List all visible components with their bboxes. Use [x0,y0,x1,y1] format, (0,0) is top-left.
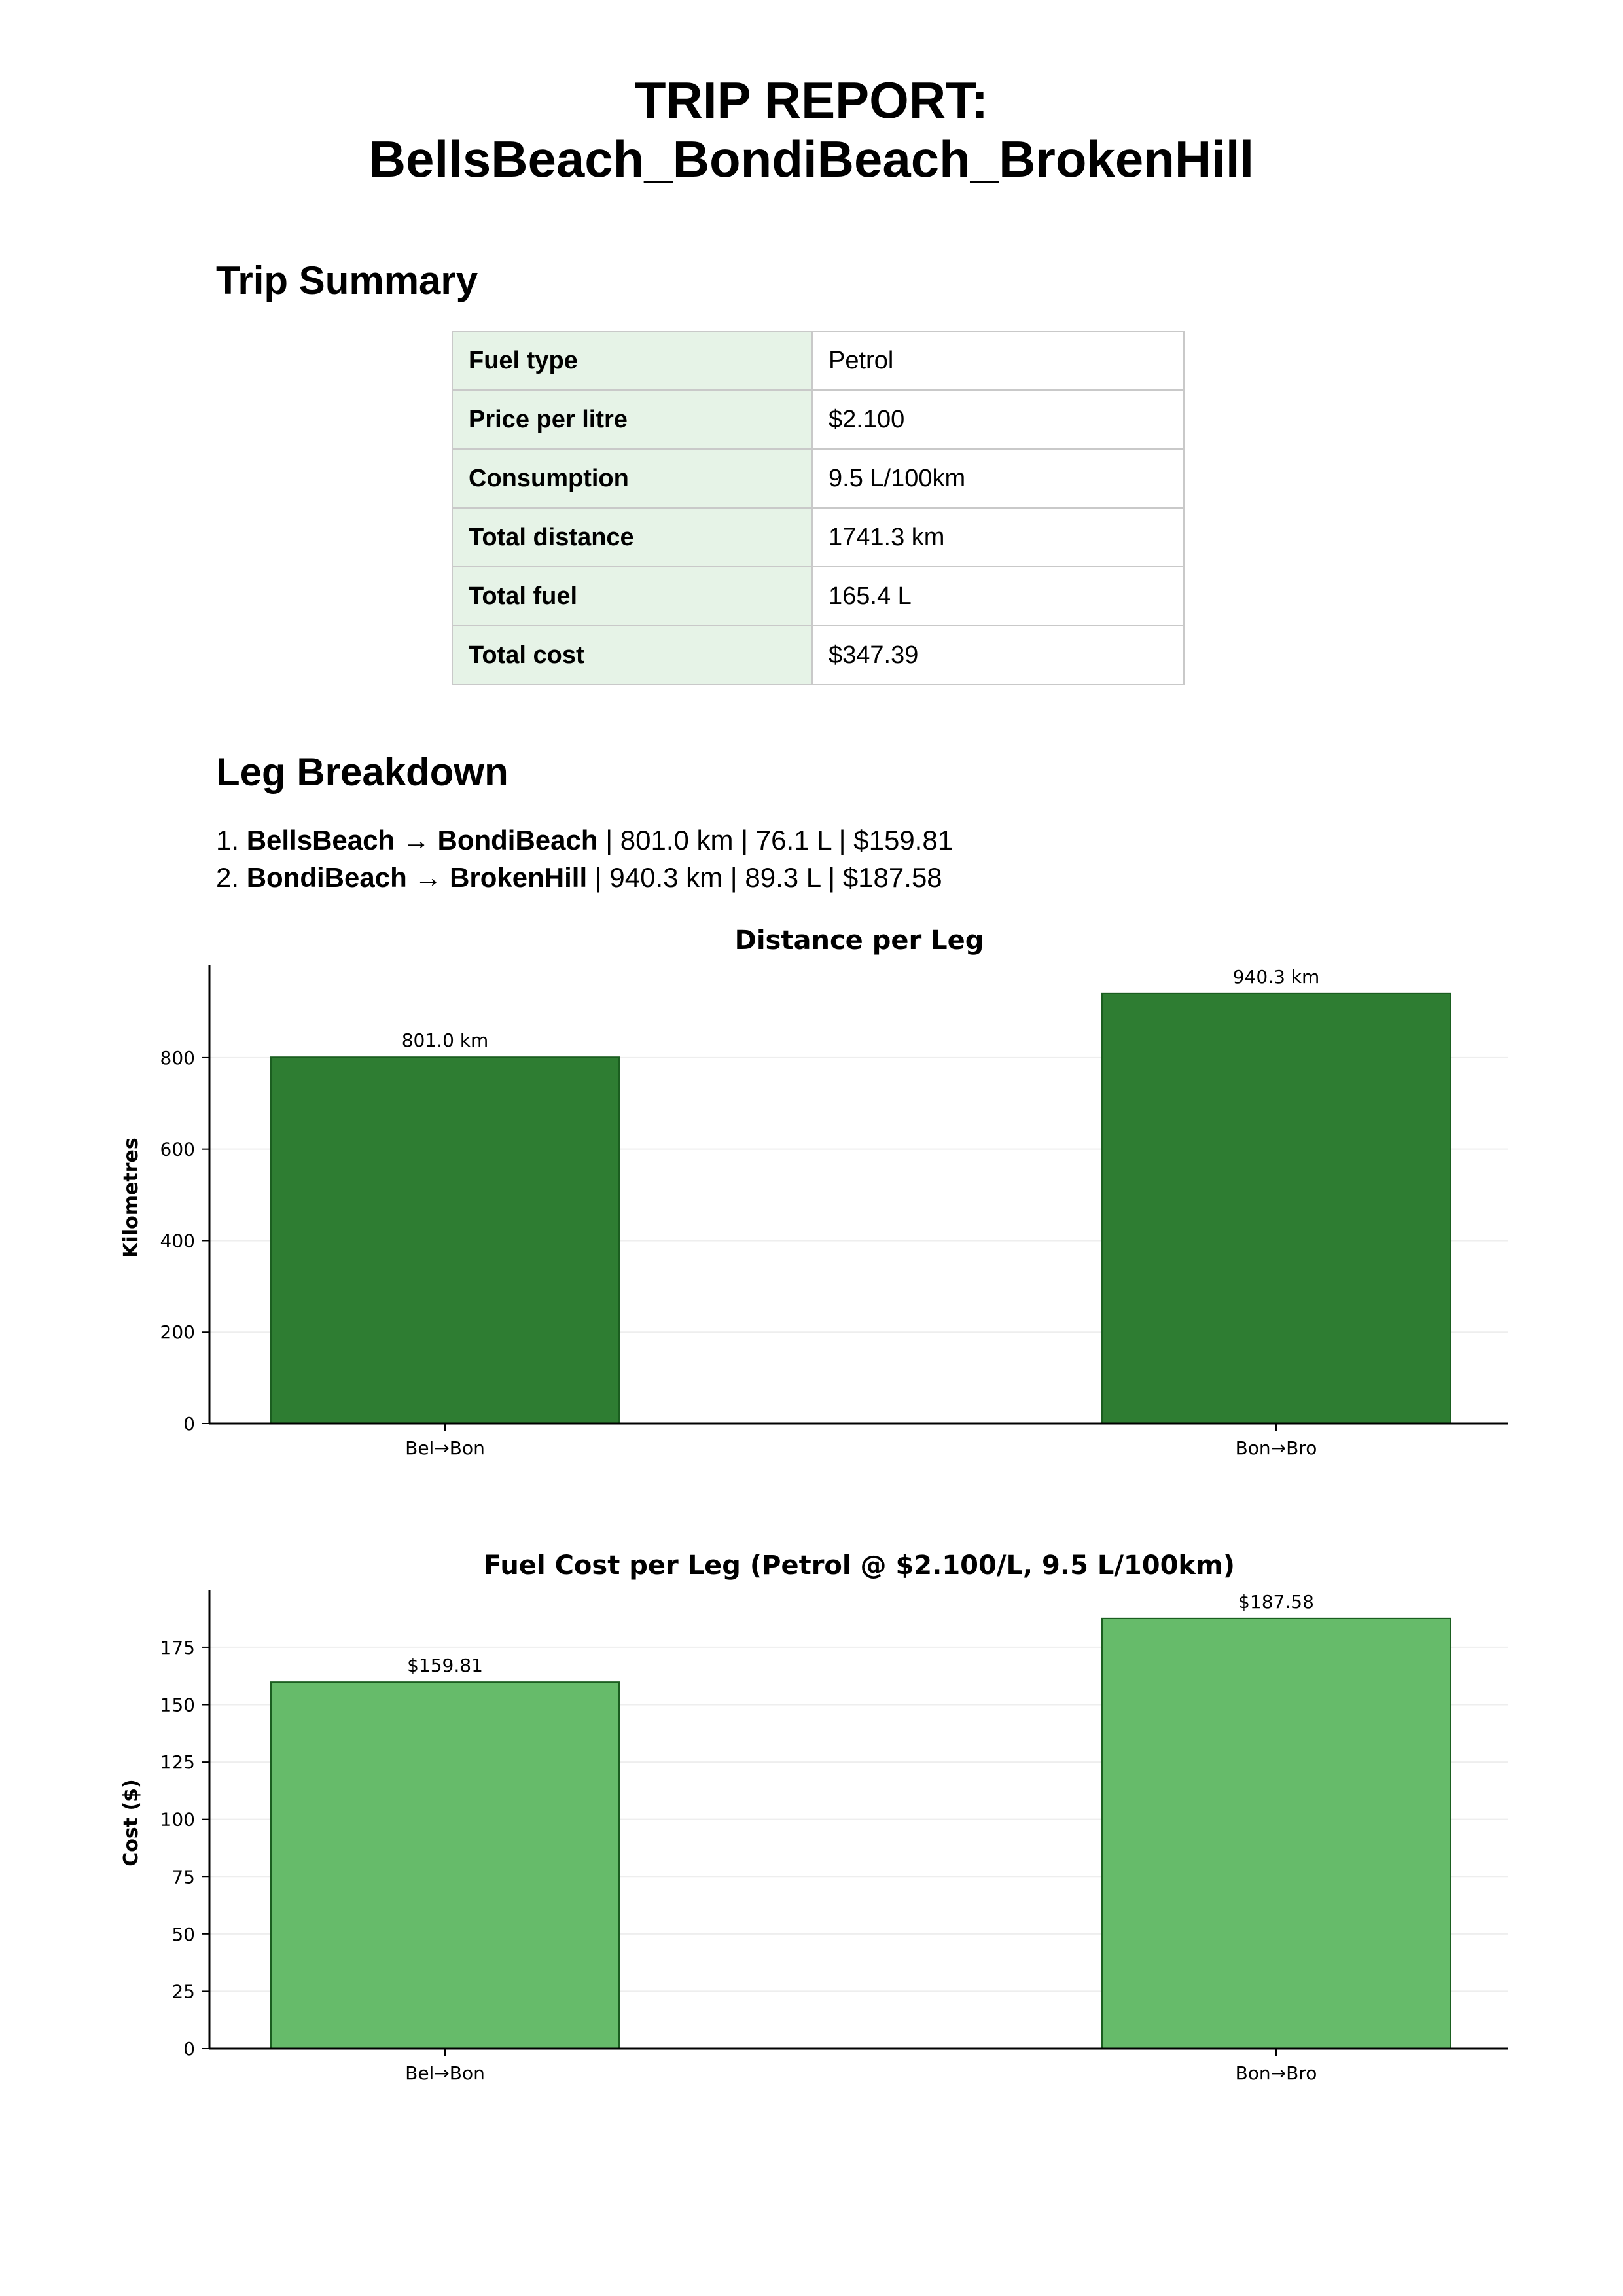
leg-to: BrokenHill [450,862,588,893]
bar [1102,1619,1450,2049]
leg-from: BellsBeach [246,825,395,855]
x-tick-label: Bel→Bon [405,2062,485,2084]
summary-value: 9.5 L/100km [812,449,1184,508]
summary-label: Price per litre [452,390,812,449]
summary-value: 165.4 L [812,567,1184,626]
y-tick-label: 800 [160,1047,195,1069]
y-tick-label: 400 [160,1230,195,1252]
leg-breakdown-heading: Leg Breakdown [216,750,508,794]
table-row [452,626,1184,685]
trip-summary-table [452,331,1185,685]
y-tick-label: 125 [160,1751,195,1774]
bar-data-label: 801.0 km [401,1030,489,1052]
table-row [452,567,1184,626]
chart-title: Distance per Leg [734,925,984,956]
y-tick-label: 0 [183,2038,195,2060]
summary-label: Total fuel [452,567,812,626]
leg-from: BondiBeach [246,862,407,893]
y-axis-label: Cost ($) [120,1779,143,1867]
summary-label: Consumption [452,449,812,508]
bar-data-label: $187.58 [1238,1590,1314,1613]
x-tick-label: Bon→Bro [1235,2062,1317,2084]
leg-list [216,821,953,896]
y-tick-label: 100 [160,1808,195,1831]
trip-summary-heading: Trip Summary [216,259,478,302]
summary-value: $347.39 [812,626,1184,685]
table-row [452,508,1184,567]
bar-data-label: 940.3 km [1232,965,1320,988]
y-tick-label: 200 [160,1321,195,1344]
summary-value: $2.100 [812,390,1184,449]
distance-per-leg-chart [0,910,1623,1473]
report-title-line1: TRIP REPORT: [634,71,989,129]
report-title [0,71,1623,188]
y-tick-label: 600 [160,1138,195,1160]
x-tick-label: Bon→Bro [1235,1437,1317,1459]
summary-label: Total distance [452,508,812,567]
bar [1102,994,1450,1424]
list-item [216,859,953,896]
summary-value: Petrol [812,331,1184,390]
y-tick-label: 25 [171,1981,195,2003]
leg-to: BondiBeach [437,825,598,855]
y-tick-label: 50 [171,1923,195,1945]
table-row [452,331,1184,390]
y-tick-label: 175 [160,1636,195,1659]
bar-data-label: $159.81 [407,1655,483,1677]
fuel-cost-per-leg-chart [0,1535,1623,2098]
summary-value: 1741.3 km [812,508,1184,567]
y-tick-label: 75 [171,1866,195,1888]
report-title-line2: BellsBeach_BondiBeach_BrokenHill [368,130,1255,188]
summary-label: Total cost [452,626,812,685]
table-row [452,390,1184,449]
y-tick-label: 150 [160,1694,195,1716]
chart-title: Fuel Cost per Leg (Petrol @ $2.100/L, 9.5 L/100km) [484,1551,1235,1581]
leg-detail: | 801.0 km | 76.1 L | $159.81 [605,825,954,855]
leg-detail: | 940.3 km | 89.3 L | $187.58 [594,862,942,893]
list-item [216,821,953,859]
leg-number: 1. [216,825,240,855]
y-tick-label: 0 [183,1413,195,1435]
table-row [452,449,1184,508]
arrow-icon: → [414,862,442,893]
arrow-icon: → [402,825,430,855]
y-axis-label: Kilometres [120,1138,143,1258]
bar [271,1682,619,2049]
bar [271,1057,619,1424]
x-tick-label: Bel→Bon [405,1437,485,1459]
summary-label: Fuel type [452,331,812,390]
leg-number: 2. [216,862,240,893]
